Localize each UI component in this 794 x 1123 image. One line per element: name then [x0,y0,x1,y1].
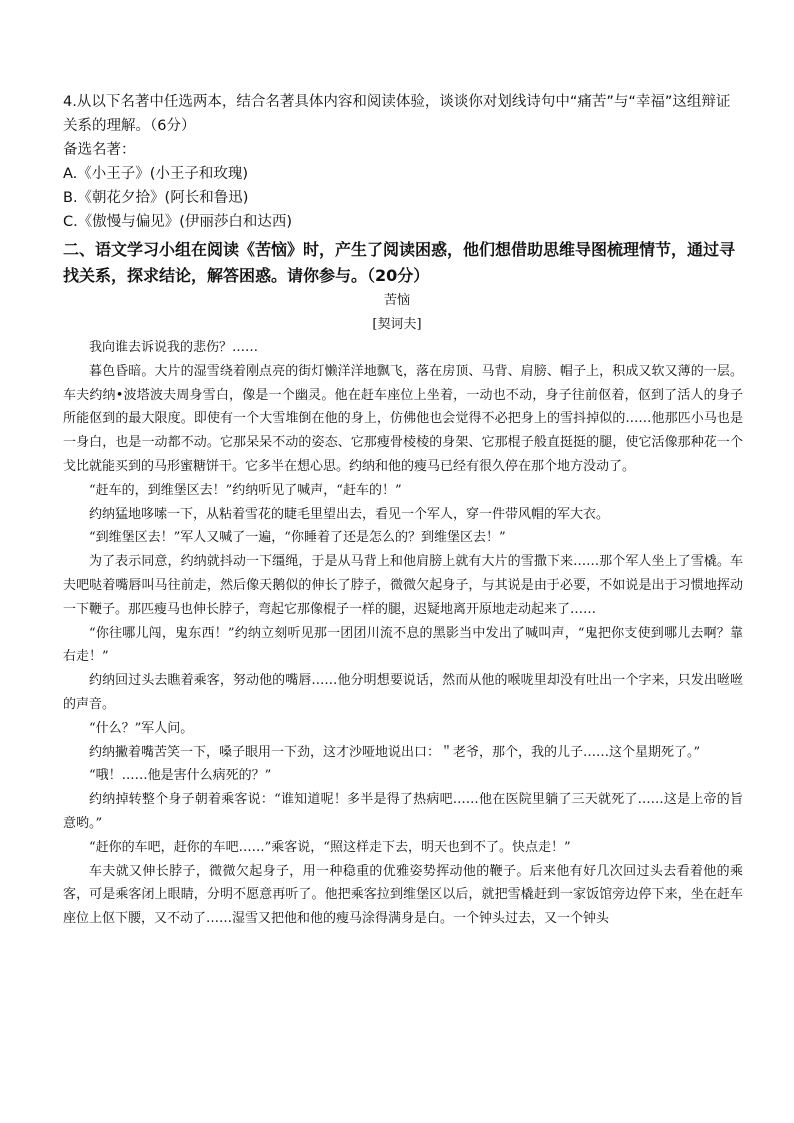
story-paragraph: 车夫就又伸长脖子，微微欠起身子，用一种稳重的优雅姿势挥动他的鞭子。后来他有好几次回过头去看着他的乘客，可是乘客闭上眼睛，分明不愿意再听了。他把乘客拉到维堡区以后，就把雪橇赶到一家饭馆旁边停下来，坐在赶车座位上伛下腰，又不动了……湿雪又把他和他的瘦马涂得满身是白。一个钟头过去，又一个钟头 [63,863,743,927]
option-a: A.《小王子》(小王子和玫瑰) [63,166,249,182]
story-paragraph: 暮色昏暗。大片的湿雪绕着刚点亮的街灯懒洋洋地飘飞，落在房顶、马背、肩膀、帽子上，积成又软又薄的一层。车夫约纳•波塔波夫周身雪白，像是一个幽灵。他在赶车座位上坐着，一动也不动，身子往前伛着，伛到了活人的身子所能伛到的最大限度。即使有一个大雪堆倒在他的身上，仿佛他也会觉得不必把身上的雪抖掉似的……他那匹小马也是一身白，也是一动都不动。它那呆呆不动的姿态、它那瘦骨棱棱的身架、它那棍子般直挺挺的腿，使它活像那种花一个戈比就能买到的马形蜜糖饼干。它多半在想心思。约纳和他的瘦马已经有很久停在那个地方没动了。 [63,363,743,474]
story-body [63,336,743,931]
story-paragraph: 约纳掉转整个身子朝着乘客说：“谁知道呢！多半是得了热病吧……他在医院里躺了三天就死了……这是上帝的旨意哟。” [63,792,743,831]
story-author: [契诃夫] [372,317,422,332]
story-paragraph: 我向谁去诉说我的悲伤？…… [89,340,259,355]
question-4-prompt: 4.从以下名著中任选两本，结合名著具体内容和阅读体验，谈谈你对划线诗句中“痛苦”与“幸福”这组辩证关系的理解。（6分） [63,94,731,134]
story-paragraph: 约纳撇着嘴苦笑一下，嗓子眼用一下劲，这才沙哑地说出口：＂老爷，那个，我的儿子……这个星期死了。” [89,744,701,760]
option-c: C.《傲慢与偏见》(伊丽莎白和达西) [63,214,293,230]
option-b: B.《朝花夕拾》(阿长和鲁迅) [63,190,249,206]
story-paragraph: 约纳回过头去瞧着乘客，努动他的嘴唇……他分明想要说话，然而从他的喉咙里却没有吐出一个字来，只发出咝咝的声音。 [63,673,743,712]
story-paragraph: “赶车的，到维堡区去！”约纳听见了喊声，“赶车的！” [89,482,402,498]
options-label: 备选名著： [63,142,136,158]
story-title: 苦恼 [383,293,410,308]
story-paragraph: “哦！……他是害什么病死的？” [89,768,272,784]
story-paragraph: “你往哪儿闯，鬼东西！”约纳立刻听见那一团团川流不息的黑影当中发出了喊叫声，“鬼把你支使到哪儿去啊？靠右走！” [63,625,743,665]
story-paragraph: 为了表示同意，约纳就抖动一下缰绳，于是从马背上和他肩膀上就有大片的雪撒下来……那个军人坐上了雪橇。车夫吧哒着嘴唇叫马往前走，然后像天鹅似的伸长了脖子，微微欠起身子，与其说是由于必要，不如说是出于习惯地挥动一下鞭子。那匹瘦马也伸长脖子，弯起它那像棍子一样的腿，迟疑地离开原地走动起来了…… [63,554,743,617]
section-2-heading: 二、语文学习小组在阅读《苦恼》时，产生了阅读困惑，他们想借助思维导图梳理情节，通过寻找关系，探求结论，解答困惑。请你参与。（20分） [63,240,736,285]
story-paragraph: “赶你的车吧，赶你的车吧……”乘客说，“照这样走下去，明天也到不了。快点走！” [89,839,571,855]
story-paragraph: 约纳猛地哆嗦一下，从粘着雪花的睫毛里望出去，看见一个军人，穿一件带风帽的军大衣。 [89,506,610,522]
question-4 [63,90,743,234]
story-paragraph: “什么？”军人问。 [89,720,194,736]
story-paragraph: “到维堡区去！”军人又喊了一遍，“你睡着了还是怎么的？到维堡区去！” [89,530,506,546]
